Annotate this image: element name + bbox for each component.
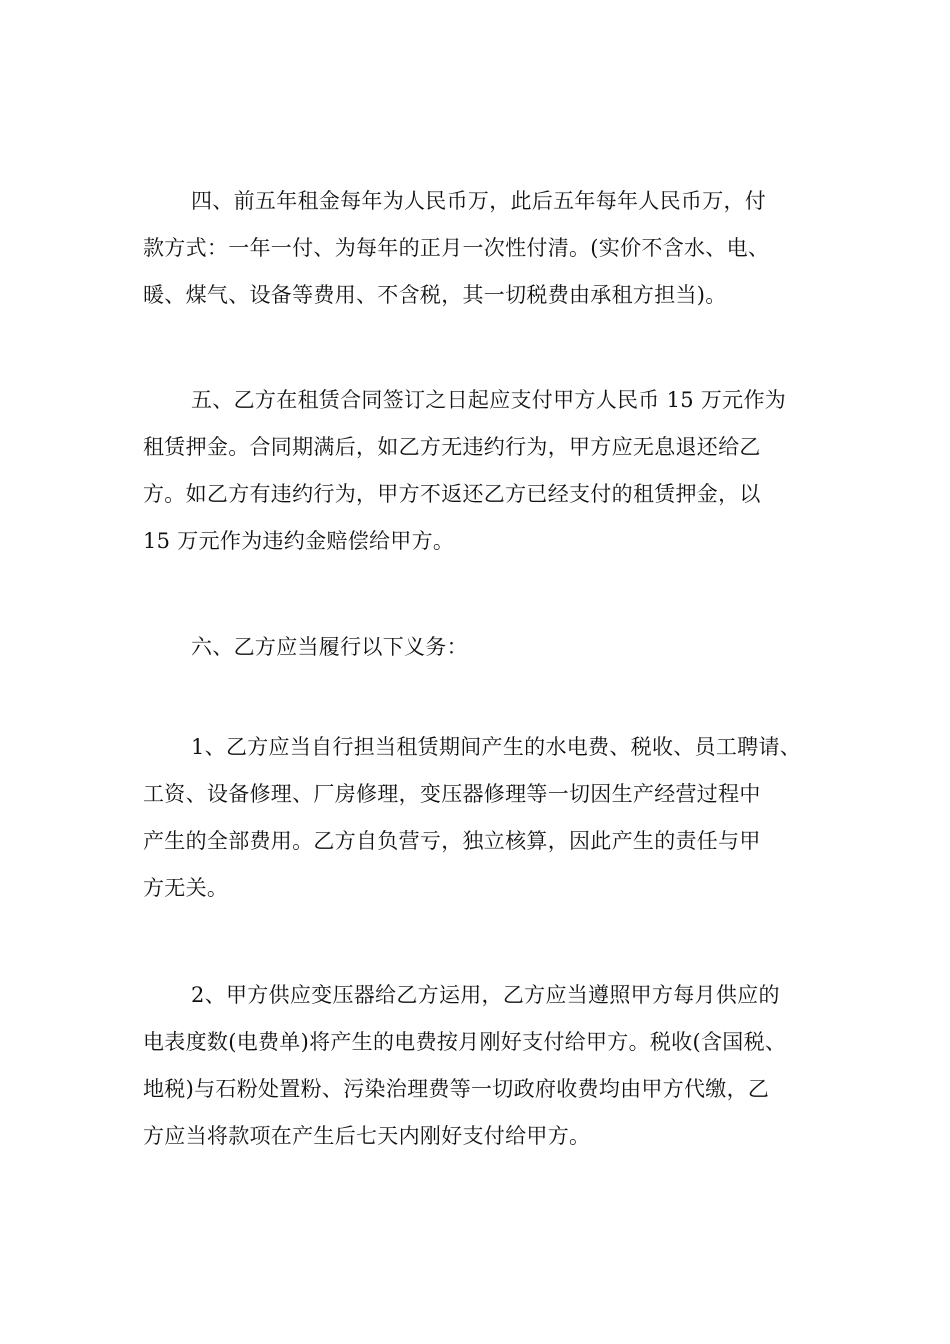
text-line: 款方式：一年一付、为每年的正月一次性付清。(实价不含水、电、: [143, 236, 770, 260]
text-line: 四、前五年租金每年为人民币万，此后五年每年人民币万，付: [191, 189, 767, 213]
paragraph-clause-5: [143, 377, 843, 565]
text-line: 租赁押金。合同期满后，如乙方无违约行为，甲方应无息退还给乙: [143, 435, 761, 459]
paragraph-clause-4: [143, 178, 843, 319]
text-line: 15 万元作为违约金赔偿给甲方。: [143, 529, 455, 553]
text-line: 电表度数(电费单)将产生的电费按月刚好支付给甲方。税收(含国税、: [143, 1030, 787, 1054]
paragraph-clause-6: [143, 624, 843, 671]
paragraph-clause-6-1: [143, 724, 843, 912]
text-line: 2、甲方供应变压器给乙方运用，乙方应当遵照甲方每月供应的: [191, 983, 780, 1007]
text-line: 暖、煤气、设备等费用、不含税，其一切税费由承租方担当)。: [143, 283, 727, 307]
text-line: 1、乙方应当自行担当租赁期间产生的水电费、税收、员工聘请、: [191, 735, 802, 759]
text-line: 方无关。: [143, 876, 229, 900]
text-line: 地税)与石粉处置粉、污染治理费等一切政府收费均由甲方代缴，乙: [143, 1077, 770, 1101]
text-line: 六、乙方应当履行以下义务：: [191, 635, 468, 659]
text-line: 五、乙方在租赁合同签订之日起应支付甲方人民币 15 万元作为: [191, 388, 787, 412]
text-line: 方。如乙方有违约行为，甲方不返还乙方已经支付的租赁押金，以: [143, 482, 761, 506]
paragraph-clause-6-2: [143, 972, 843, 1160]
text-line: 产生的全部费用。乙方自负营亏，独立核算，因此产生的责任与甲: [143, 829, 761, 853]
text-line: 工资、设备修理、厂房修理，变压器修理等一切因生产经营过程中: [143, 782, 761, 806]
text-line: 方应当将款项在产生后七天内刚好支付给甲方。: [143, 1124, 591, 1148]
